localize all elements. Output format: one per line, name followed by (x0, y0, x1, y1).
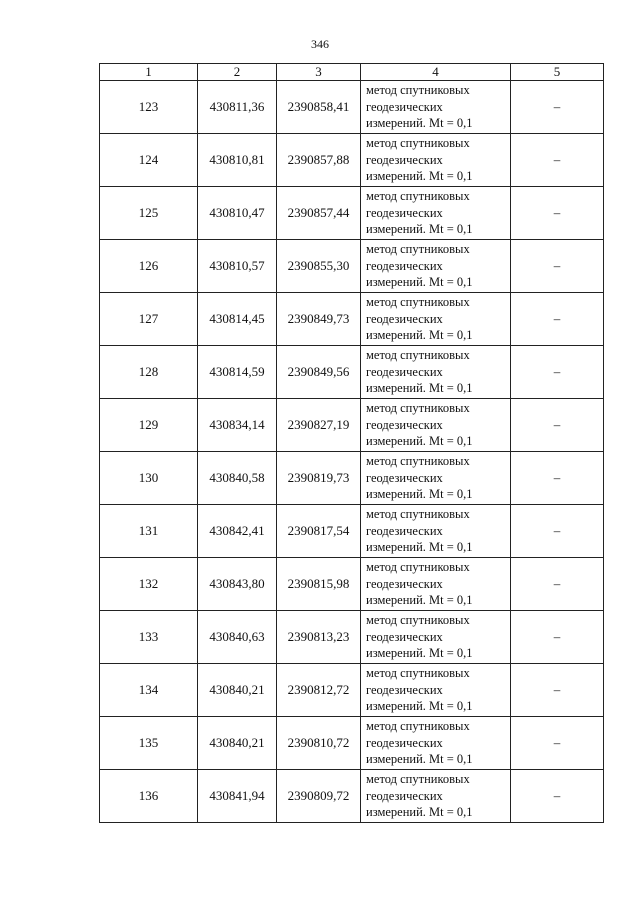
method-line: измерений. Mt = 0,1 (366, 169, 473, 184)
point-number: 125 (100, 187, 198, 240)
method-line: геодезических (366, 735, 443, 750)
coordinate-x: 430840,63 (198, 611, 277, 664)
coordinate-y: 2390857,44 (277, 187, 361, 240)
coordinate-x: 430814,45 (198, 293, 277, 346)
method-line: геодезических (366, 152, 443, 167)
method-line: геодезических (366, 205, 443, 220)
table-body (100, 81, 604, 823)
method-line: измерений. Mt = 0,1 (366, 275, 473, 290)
coordinate-x: 430834,14 (198, 399, 277, 452)
method-description (361, 611, 511, 664)
coordinate-y: 2390815,98 (277, 558, 361, 611)
table-row (100, 293, 604, 346)
header-row (100, 64, 604, 81)
method-line: метод спутниковых (366, 560, 470, 575)
column-5-value: – (511, 187, 604, 240)
column-5-value: – (511, 399, 604, 452)
coordinate-y: 2390810,72 (277, 717, 361, 770)
table-row (100, 770, 604, 823)
coordinates-table (99, 63, 604, 823)
method-line: метод спутниковых (366, 189, 470, 204)
coordinate-y: 2390809,72 (277, 770, 361, 823)
method-description (361, 346, 511, 399)
column-5-value: – (511, 134, 604, 187)
header-col-2: 2 (198, 64, 277, 81)
method-description (361, 558, 511, 611)
header-col-1: 1 (100, 64, 198, 81)
coordinate-y: 2390812,72 (277, 664, 361, 717)
method-line: геодезических (366, 523, 443, 538)
method-description (361, 187, 511, 240)
coordinate-y: 2390855,30 (277, 240, 361, 293)
coordinate-x: 430814,59 (198, 346, 277, 399)
column-5-value: – (511, 293, 604, 346)
coordinate-x: 430843,80 (198, 558, 277, 611)
point-number: 135 (100, 717, 198, 770)
table-row (100, 346, 604, 399)
method-description (361, 81, 511, 134)
method-line: метод спутниковых (366, 613, 470, 628)
coordinate-y: 2390827,19 (277, 399, 361, 452)
coordinate-x: 430810,57 (198, 240, 277, 293)
coordinate-y: 2390858,41 (277, 81, 361, 134)
point-number: 136 (100, 770, 198, 823)
method-line: геодезических (366, 311, 443, 326)
header-col-4: 4 (361, 64, 511, 81)
coordinate-x: 430840,21 (198, 664, 277, 717)
method-line: метод спутниковых (366, 295, 470, 310)
point-number: 130 (100, 452, 198, 505)
point-number: 128 (100, 346, 198, 399)
method-line: метод спутниковых (366, 666, 470, 681)
method-line: геодезических (366, 788, 443, 803)
point-number: 131 (100, 505, 198, 558)
method-line: геодезических (366, 682, 443, 697)
method-line: метод спутниковых (366, 719, 470, 734)
table-row (100, 611, 604, 664)
point-number: 134 (100, 664, 198, 717)
point-number: 124 (100, 134, 198, 187)
column-5-value: – (511, 505, 604, 558)
coordinate-y: 2390849,56 (277, 346, 361, 399)
point-number: 133 (100, 611, 198, 664)
method-line: измерений. Mt = 0,1 (366, 381, 473, 396)
coordinate-y: 2390819,73 (277, 452, 361, 505)
column-5-value: – (511, 558, 604, 611)
method-description (361, 770, 511, 823)
column-5-value: – (511, 770, 604, 823)
table-row (100, 664, 604, 717)
method-line: метод спутниковых (366, 83, 470, 98)
table-row (100, 81, 604, 134)
method-line: метод спутниковых (366, 454, 470, 469)
column-5-value: – (511, 664, 604, 717)
method-line: метод спутниковых (366, 242, 470, 257)
column-5-value: – (511, 717, 604, 770)
method-line: измерений. Mt = 0,1 (366, 752, 473, 767)
coordinate-x: 430842,41 (198, 505, 277, 558)
method-description (361, 399, 511, 452)
coordinate-x: 430840,21 (198, 717, 277, 770)
method-line: измерений. Mt = 0,1 (366, 593, 473, 608)
method-line: метод спутниковых (366, 348, 470, 363)
method-line: измерений. Mt = 0,1 (366, 805, 473, 820)
table-header (100, 64, 604, 81)
table-row (100, 558, 604, 611)
column-5-value: – (511, 240, 604, 293)
method-line: метод спутниковых (366, 401, 470, 416)
method-description (361, 717, 511, 770)
method-line: геодезических (366, 470, 443, 485)
method-line: метод спутниковых (366, 507, 470, 522)
coordinate-x: 430810,47 (198, 187, 277, 240)
point-number: 127 (100, 293, 198, 346)
table-row (100, 452, 604, 505)
method-line: геодезических (366, 258, 443, 273)
table-row (100, 240, 604, 293)
point-number: 129 (100, 399, 198, 452)
method-description (361, 664, 511, 717)
header-col-3: 3 (277, 64, 361, 81)
method-description (361, 240, 511, 293)
point-number: 132 (100, 558, 198, 611)
method-line: геодезических (366, 364, 443, 379)
coordinate-y: 2390817,54 (277, 505, 361, 558)
coordinate-y: 2390849,73 (277, 293, 361, 346)
method-line: измерений. Mt = 0,1 (366, 328, 473, 343)
point-number: 123 (100, 81, 198, 134)
page-number: 346 (311, 37, 329, 51)
coordinate-y: 2390857,88 (277, 134, 361, 187)
header-col-5: 5 (511, 64, 604, 81)
coordinate-x: 430811,36 (198, 81, 277, 134)
column-5-value: – (511, 452, 604, 505)
column-5-value: – (511, 346, 604, 399)
method-description (361, 134, 511, 187)
coordinate-x: 430840,58 (198, 452, 277, 505)
point-number: 126 (100, 240, 198, 293)
table-row (100, 134, 604, 187)
method-line: геодезических (366, 417, 443, 432)
method-line: метод спутниковых (366, 136, 470, 151)
method-line: измерений. Mt = 0,1 (366, 116, 473, 131)
method-line: геодезических (366, 576, 443, 591)
column-5-value: – (511, 81, 604, 134)
table-row (100, 717, 604, 770)
method-line: измерений. Mt = 0,1 (366, 540, 473, 555)
table-row (100, 187, 604, 240)
method-line: геодезических (366, 99, 443, 114)
method-line: метод спутниковых (366, 772, 470, 787)
method-line: измерений. Mt = 0,1 (366, 487, 473, 502)
method-line: геодезических (366, 629, 443, 644)
coordinate-y: 2390813,23 (277, 611, 361, 664)
coordinate-x: 430841,94 (198, 770, 277, 823)
method-line: измерений. Mt = 0,1 (366, 699, 473, 714)
method-description (361, 505, 511, 558)
method-description (361, 293, 511, 346)
method-line: измерений. Mt = 0,1 (366, 434, 473, 449)
method-description (361, 452, 511, 505)
column-5-value: – (511, 611, 604, 664)
method-line: измерений. Mt = 0,1 (366, 646, 473, 661)
coordinate-x: 430810,81 (198, 134, 277, 187)
table-row (100, 505, 604, 558)
table-row (100, 399, 604, 452)
method-line: измерений. Mt = 0,1 (366, 222, 473, 237)
